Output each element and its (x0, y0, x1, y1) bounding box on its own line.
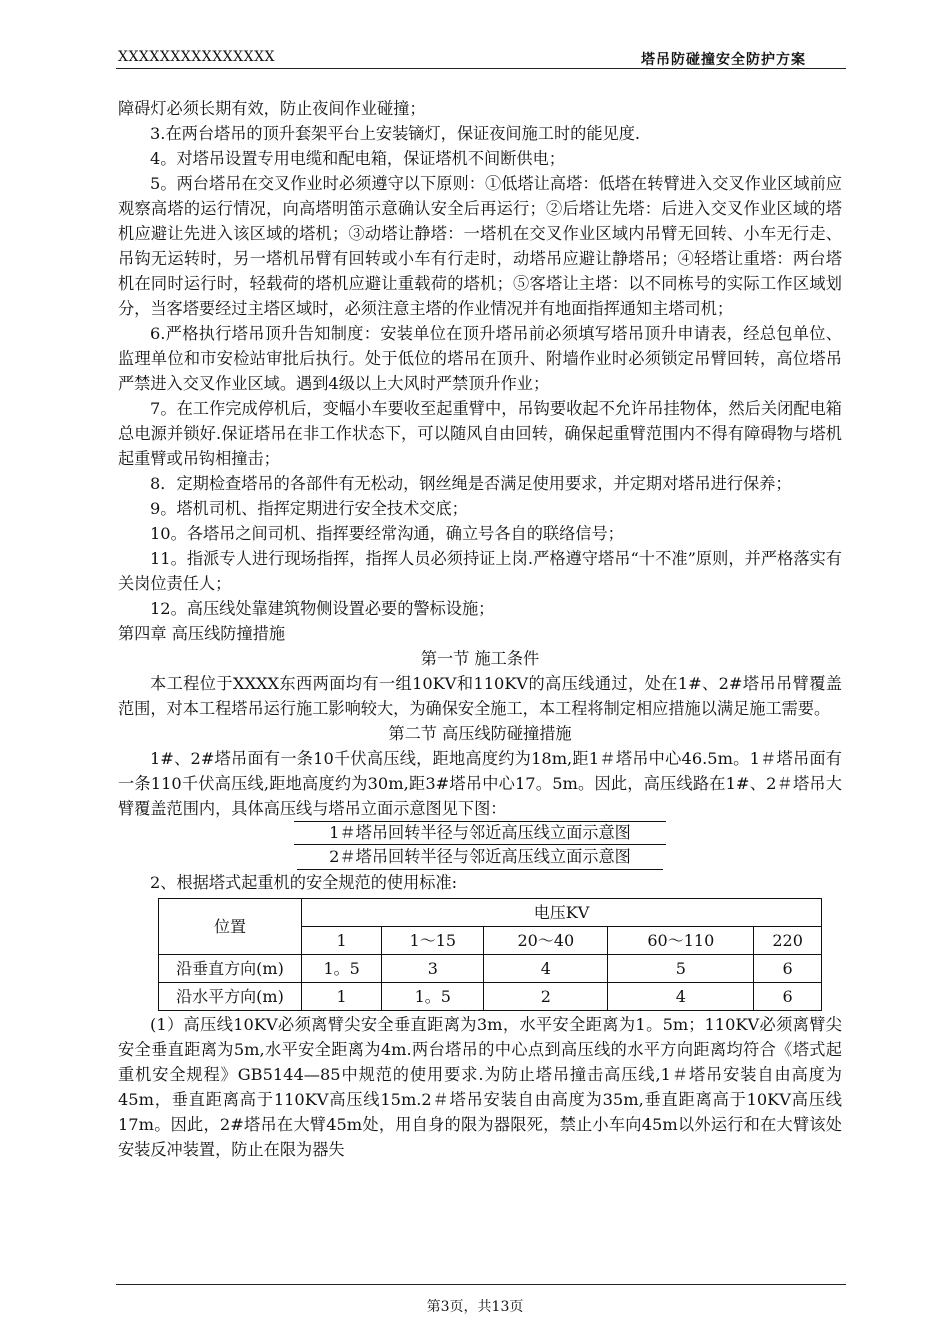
section-heading: 第一节 施工条件 (420, 649, 540, 668)
table-header-cell: 20～40 (484, 927, 608, 955)
paragraph: 12。高压线处靠建筑物侧设置必要的警标设施； (150, 599, 495, 618)
paragraph: 8．定期检查塔吊的各部件有无松动，钢丝绳是否满足使用要求，并定期对塔吊进行保养； (150, 474, 792, 493)
page-number: 第3页，共13页 (426, 1299, 524, 1315)
table-cell: 1。5 (382, 983, 484, 1011)
figure-caption: 2＃塔吊回转半径与邻近高压线立面示意图 (297, 845, 663, 870)
table-cell: 沿垂直方向(m) (159, 955, 302, 983)
figure-caption: 1＃塔吊回转半径与邻近高压线立面示意图 (294, 821, 666, 845)
table-header-cell: 220 (754, 927, 822, 955)
table-row (159, 983, 822, 1011)
section-heading: 第二节 高压线防碰撞措施 (388, 724, 572, 743)
header-project-code: XXXXXXXXXXXXXXX (118, 49, 276, 65)
paragraph: 障碍灯必须长期有效，防止夜间作业碰撞； (118, 99, 426, 118)
table-cell: 6 (754, 955, 822, 983)
table-row (159, 899, 822, 927)
paragraph: 2、根据塔式起重机的安全规范的使用标准: (150, 873, 458, 892)
page-header (116, 46, 846, 69)
table-cell: 沿水平方向(m) (159, 983, 302, 1011)
table-header-cell: 60～110 (608, 927, 754, 955)
table-cell: 6 (754, 983, 822, 1011)
table-header-cell: 1～15 (382, 927, 484, 955)
chapter-heading: 第四章 高压线防撞措施 (118, 624, 286, 643)
paragraph: 7。在工作完成停机后，变幅小车要收至起重臂中，吊钩要收起不允许吊挂物体，然后关闭配电箱总电源并锁好.保证塔吊在非工作状态下，可以随风自由回转，确保起重臂范围内不得有障碍物与塔机起重臂或吊钩相撞击； (118, 399, 842, 468)
paragraph: 3.在两台塔吊的顶升套架平台上安装镝灯，保证夜间施工时的能见度. (150, 124, 641, 143)
table-header-cell: 电压KV (302, 899, 822, 927)
paragraph: 10。各塔吊之间司机、指挥要经常沟通，确立号各自的联络信号； (150, 524, 624, 543)
paragraph: 9。塔机司机、指挥定期进行安全技术交底； (150, 499, 468, 518)
table-cell: 4 (608, 983, 754, 1011)
paragraph: 4。对塔吊设置专用电缆和配电箱，保证塔机不间断供电； (150, 149, 565, 168)
paragraph: (1）高压线10KV必须离臂尖安全垂直距离为3m，水平安全距离为1。5m；110KV必须离臂尖安全垂直距离为5m,水平安全距离为4m.两台塔吊的中心点到高压线的水平方向距离均符合《塔式起重机安全规程》GB5144—85中规范的使用要求.为防止塔吊撞击高压线,1＃塔吊安装自由高度为45m，垂直距离高于110KV高压线15m.2＃塔吊安装自由高度为35m,垂直距离高于10KV高压线17m。因此，2#塔吊在大臂45m处，用自身的限为器限死，禁止小车向45m以外运行和在大臂该处安装反冲装置，防止在限为器失 (118, 1015, 842, 1159)
header-document-title: 塔吊防碰撞安全防护方案 (641, 52, 806, 68)
table-cell: 3 (382, 955, 484, 983)
paragraph: 5。两台塔吊在交叉作业时必须遵守以下原则：①低塔让高塔：低塔在转臂进入交叉作业区域前应观察高塔的运行情况，向高塔明笛示意确认安全后再运行；②后塔让先塔：后进入交叉作业区域的塔机应避让先进入该区域的塔机；③动塔让静塔：一塔机在交叉作业区域内吊臂无回转、小车无行走、吊钩无运转时，另一塔机吊臂有回转或小车有行走时，动塔吊应避让静塔吊；④轻塔让重塔：两台塔机在同时运行时，轻载荷的塔机应避让重载荷的塔机；⑤客塔让主塔：以不同栋号的实际工作区域划分，当客塔要经过主塔区域时，必须注意主塔的作业情况并有地面指挥通知主塔司机； (118, 174, 842, 318)
table-cell: 5 (608, 955, 754, 983)
table-header-cell: 1 (302, 927, 382, 955)
paragraph: 本工程位于XXXX东西两面均有一组10KV和110KV的高压线通过，处在1#、2#塔吊吊臂覆盖范围，对本工程塔吊运行施工影响较大，为确保安全施工，本工程将制定相应措施以满足施工需要。 (118, 674, 842, 718)
table-cell: 2 (484, 983, 608, 1011)
table-header-cell: 位置 (159, 899, 302, 955)
table-cell: 4 (484, 955, 608, 983)
table-cell: 1。5 (302, 955, 382, 983)
paragraph: 11。指派专人进行现场指挥，指挥人员必须持证上岗.严格遵守塔吊“十不准”原则，并严格落实有关岗位责任人； (118, 549, 842, 593)
paragraph: 6.严格执行塔吊顶升告知制度：安装单位在顶升塔吊前必须填写塔吊顶升申请表，经总包单位、监理单位和市安检站审批后执行。处于低位的塔吊在顶升、附墙作业时必须锁定吊臂回转，高位塔吊严禁进入交叉作业区域。遇到4级以上大风时严禁顶升作业； (118, 324, 842, 393)
table-row (159, 955, 822, 983)
table-cell: 1 (302, 983, 382, 1011)
document-body (118, 96, 842, 1162)
safety-distance-table (158, 898, 822, 1011)
footer-divider (116, 1284, 846, 1285)
paragraph: 1#、2#塔吊面有一条10千伏高压线，距地高度约为18m,距1＃塔吊中心46.5m。1＃塔吊面有一条110千伏高压线,距地高度约为30m,距3#塔吊中心17。5m。因此，高压线路在1#、2＃塔吊大臂覆盖范围内，具体高压线与塔吊立面示意图见下图： (118, 749, 842, 818)
